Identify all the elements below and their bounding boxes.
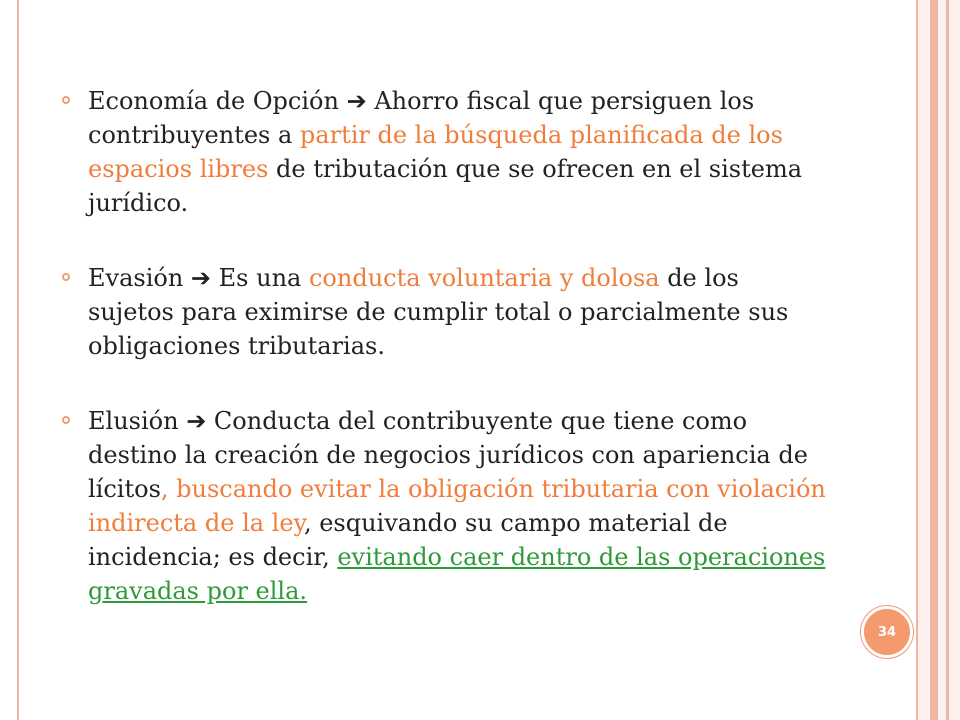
bullet-circle-icon xyxy=(62,96,70,104)
arrow-right-icon: ➔ xyxy=(346,87,367,115)
bullet-text xyxy=(88,261,832,363)
right-frame-line xyxy=(916,0,918,720)
definition-text: Conducta del contribuyente que tiene como destino la creación de negocios jurídicos con apariencia de lícitos xyxy=(88,407,808,503)
right-frame-line xyxy=(930,0,938,720)
page-number-badge: 34 xyxy=(861,606,913,658)
slide-content xyxy=(62,84,832,649)
right-frame-band xyxy=(916,0,960,720)
definition-text: Ahorro fiscal que persiguen los contribuyentes a xyxy=(88,87,755,149)
bullet-text xyxy=(88,84,832,220)
bullet-circle-icon xyxy=(62,273,70,281)
highlight-text: , buscando evitar la obligación tributaria con violación indirecta de la ley xyxy=(88,475,826,537)
highlight-text: partir de la búsqueda planificada de los espacios libres xyxy=(88,121,783,183)
highlight-text: conducta voluntaria y dolosa xyxy=(308,264,660,292)
term: Elusión xyxy=(88,407,187,435)
bullet-elusion xyxy=(62,404,832,608)
term: Economía de Opción xyxy=(88,87,347,115)
left-frame-border xyxy=(0,0,19,720)
bullet-text xyxy=(88,404,832,608)
arrow-right-icon: ➔ xyxy=(186,407,207,435)
term: Evasión xyxy=(88,264,191,292)
bullet-evasion xyxy=(62,261,832,363)
definition-text: , esquivando su campo material de incidencia; es decir, xyxy=(88,509,728,571)
definition-text: Es una xyxy=(211,264,309,292)
arrow-right-icon: ➔ xyxy=(190,264,212,292)
bullet-circle-icon xyxy=(62,416,70,424)
definition-text: de los sujetos para eximirse de cumplir total o parcialmente sus obligaciones tributarias. xyxy=(88,264,789,360)
definition-text: de tributación que se ofrecen en el sistema jurídico. xyxy=(88,155,803,217)
right-frame-line xyxy=(946,0,949,720)
underlined-link-text[interactable]: evitando caer dentro de las operaciones gravadas por ella. xyxy=(88,543,826,605)
bullet-economia-de-opcion xyxy=(62,84,832,220)
